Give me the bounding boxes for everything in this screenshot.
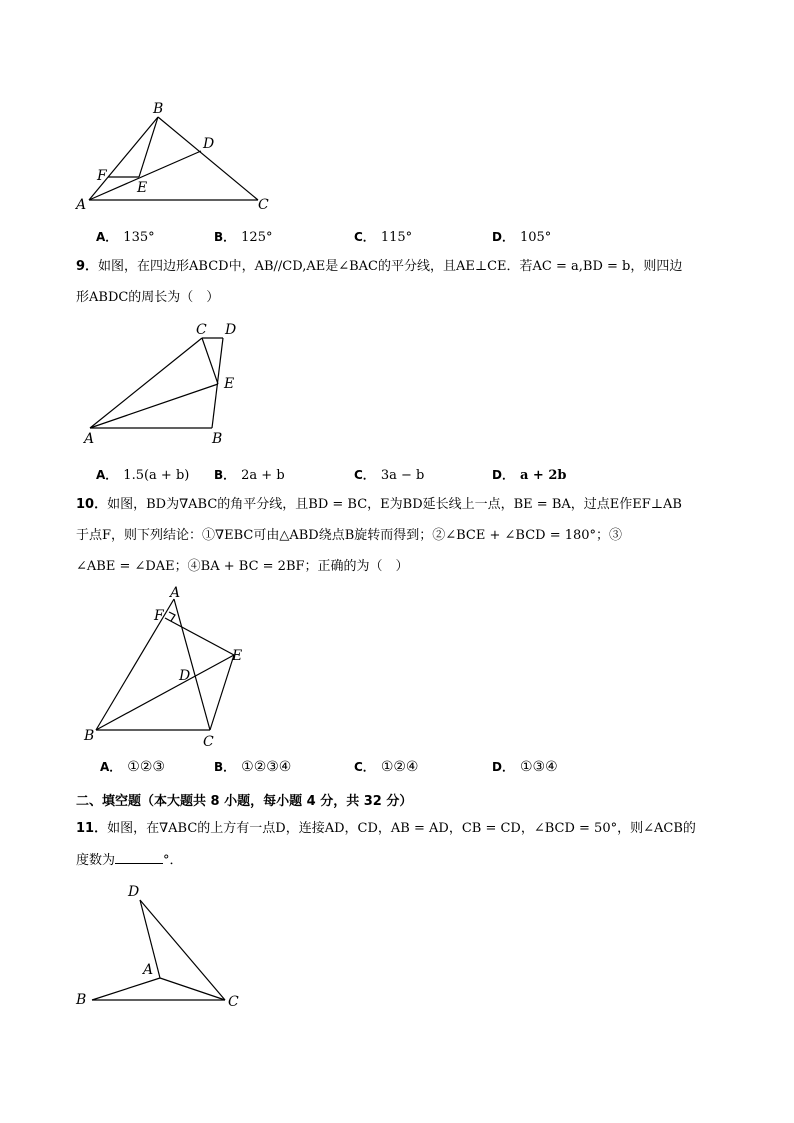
q10-option-b[interactable]: B． ①②③④ — [214, 759, 292, 775]
q10-line1: 10．如图，BD为∇ABC的角平分线，且BD = BC，E为BD延长线上一点，BE = BA，过点E作EF⊥AB — [76, 497, 682, 512]
label-a: A — [143, 962, 154, 978]
q10-option-a[interactable]: A． ①②③ — [100, 759, 165, 775]
label-d: D — [203, 136, 215, 152]
segment-ba — [92, 978, 160, 1000]
q9-line2: 形ABDC的周长为（ ） — [76, 290, 220, 305]
section-heading: 二、填空题（本大题共 8 小题，每小题 4 分，共 32 分） — [76, 794, 413, 809]
label-b: B — [76, 992, 87, 1008]
q10-option-c[interactable]: C． ①②④ — [354, 759, 419, 775]
label-f: F — [154, 608, 164, 624]
segment-be — [139, 117, 158, 177]
label-d: D — [128, 884, 140, 900]
q10-line2: 于点F，则下列结论：①∇EBC可由△ABD绕点B旋转而得到；②∠BCE + ∠BCD = 180°；③ — [76, 528, 623, 543]
q9-option-d[interactable]: D． a + 2b — [492, 468, 567, 483]
segment-fe — [165, 618, 234, 655]
label-a: A — [76, 197, 87, 213]
q9-option-b[interactable]: B． 2a + b — [214, 468, 285, 483]
segment-ac — [90, 338, 202, 428]
q10-option-d[interactable]: D． ①③④ — [492, 759, 558, 775]
q11-line1: 11．如图，在∇ABC的上方有一点D，连接AD，CD，AB = AD，CB = CD，∠BCD = 50°，则∠ACB的 — [76, 821, 696, 836]
answer-blank[interactable] — [115, 851, 163, 864]
q10-number: 10． — [76, 497, 108, 512]
segment-ae — [90, 384, 218, 428]
label-c: C — [228, 994, 239, 1010]
label-c: C — [203, 734, 214, 750]
figure-q8 — [60, 95, 290, 220]
q11-number: 11． — [76, 821, 108, 836]
label-b: B — [84, 728, 95, 744]
q8-option-d[interactable]: D． 105° — [492, 230, 552, 245]
label-d: D — [179, 668, 191, 684]
label-a: A — [84, 431, 95, 447]
right-angle-mark — [169, 612, 175, 621]
q8-option-b[interactable]: B． 125° — [214, 230, 273, 245]
label-c: C — [196, 322, 207, 338]
label-d: D — [225, 322, 237, 338]
label-a: A — [170, 585, 181, 601]
q9-option-a[interactable]: A． 1.5(a + b) — [96, 468, 190, 483]
label-b: B — [212, 431, 223, 447]
segment-ce — [202, 338, 218, 384]
q8-option-a[interactable]: A． 135° — [96, 230, 155, 245]
q11-line2: 度数为 °． — [76, 853, 183, 868]
segment-bc — [158, 117, 258, 200]
label-e: E — [232, 648, 243, 664]
figure-q9 — [75, 318, 250, 448]
segment-ac — [174, 599, 210, 730]
q9-line1: 9．如图，在四边形ABCD中，AB//CD,AE是∠BAC的平分线，且AE⊥CE．若AC = a,BD = b，则四边 — [76, 259, 683, 274]
figure-q10 — [78, 582, 258, 750]
segment-ab — [89, 117, 158, 200]
label-f: F — [97, 168, 107, 184]
q10-line3: ∠ABE = ∠DAE；④BA + BC = 2BF；正确的为（ ） — [76, 559, 409, 574]
label-c: C — [258, 197, 269, 213]
figure-q11 — [70, 878, 250, 1013]
label-e: E — [224, 376, 235, 392]
q9-option-c[interactable]: C． 3a − b — [354, 468, 425, 483]
q9-number: 9． — [76, 259, 99, 274]
label-e: E — [137, 180, 148, 196]
label-b: B — [153, 101, 164, 117]
q8-option-c[interactable]: C． 115° — [354, 230, 413, 245]
